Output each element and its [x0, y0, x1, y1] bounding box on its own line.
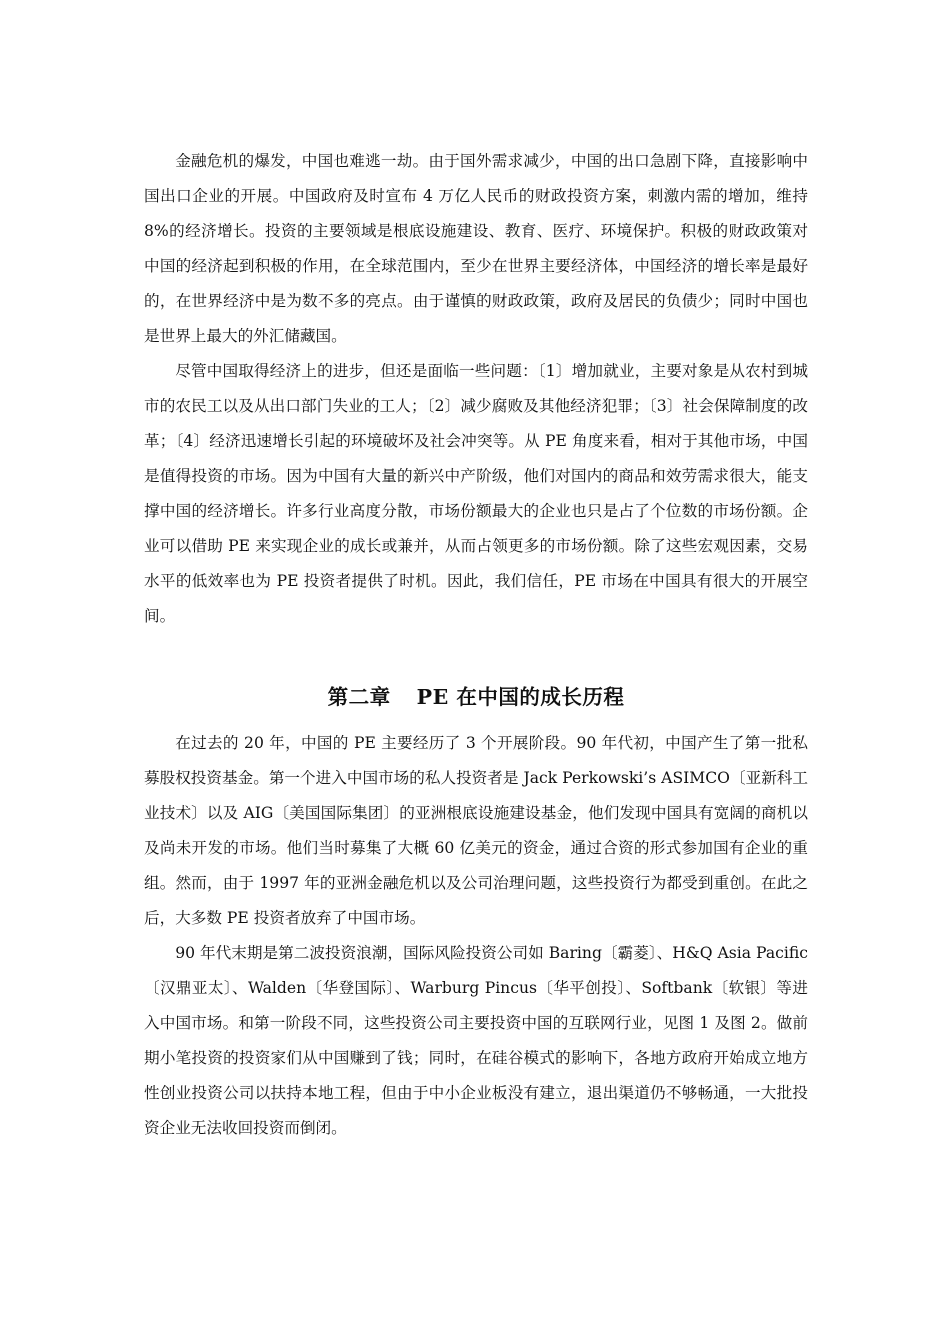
chapter-heading	[144, 634, 808, 726]
paragraph-financial-crisis: 金融危机的爆发，中国也难逃一劫。由于国外需求减少，中国的出口急剧下降，直接影响中国出口企业的开展。中国政府及时宣布 4 万亿人民币的财政投资方案，刺激内需的增加，维持 8%的经济增长。投资的主要领域是根底设施建设、教育、医疗、环境保护。积极的财政政策对中国的经济起到积极的作用，在全球范围内，至少在世界主要经济体，中国经济的增长率是最好的，在世界经济中是为数不多的亮点。由于谨慎的财政政策，政府及居民的负债少；同时中国也是世界上最大的外汇储藏国。	[144, 152, 808, 345]
document-page	[144, 144, 808, 1146]
paragraph-economic-problems: 尽管中国取得经济上的进步，但还是面临一些问题：〔1〕增加就业，主要对象是从农村到城市的农民工以及从出口部门失业的工人；〔2〕减少腐败及其他经济犯罪；〔3〕社会保障制度的改革；〔4〕经济迅速增长引起的环境破坏及社会冲突等。从 PE 角度来看，相对于其他市场，中国是值得投资的市场。因为中国有大量的新兴中产阶级，他们对国内的商品和效劳需求很大，能支撑中国的经济增长。许多行业高度分散，市场份额最大的企业也只是占了个位数的市场份额。企业可以借助 PE 来实现企业的成长或兼并，从而占领更多的市场份额。除了这些宏观因素，交易水平的低效率也为 PE 投资者提供了时机。因此，我们信任，PE 市场在中国具有很大的开展空间。	[144, 362, 808, 625]
paragraph-second-wave: 90 年代末期是第二波投资浪潮，国际风险投资公司如 Baring〔霸菱〕、H&Q Asia Pacific〔汉鼎亚太〕、Walden〔华登国际〕、Warburg Pincus〔华平创投〕、Softbank〔软银〕等进入中国市场。和第一阶段不同，这些投资公司主要投资中国的互联网行业，见图 1 及图 2。做前期小笔投资的投资家们从中国赚到了钱；同时，在硅谷模式的影响下，各地方政府开始成立地方性创业投资公司以扶持本地工程，但由于中小企业板没有建立，退出渠道仍不够畅通，一大批投资企业无法收回投资而倒闭。	[144, 944, 808, 1137]
chapter-number: 第二章	[327, 685, 391, 709]
chapter-title: PE 在中国的成长历程	[416, 685, 625, 709]
paragraph-first-stage: 在过去的 20 年，中国的 PE 主要经历了 3 个开展阶段。90 年代初，中国产生了第一批私募股权投资基金。第一个进入中国市场的私人投资者是 Jack Perkowski’s ASIMCO〔亚新科工业技术〕以及 AIG〔美国国际集团〕的亚洲根底设施建设基金，他们发现中国具有宽阔的商机以及尚未开发的市场。他们当时募集了大概 60 亿美元的资金，通过合资的形式参加国有企业的重组。然而，由于 1997 年的亚洲金融危机以及公司治理问题，这些投资行为都受到重创。在此之后，大多数 PE 投资者放弃了中国市场。	[144, 734, 808, 927]
